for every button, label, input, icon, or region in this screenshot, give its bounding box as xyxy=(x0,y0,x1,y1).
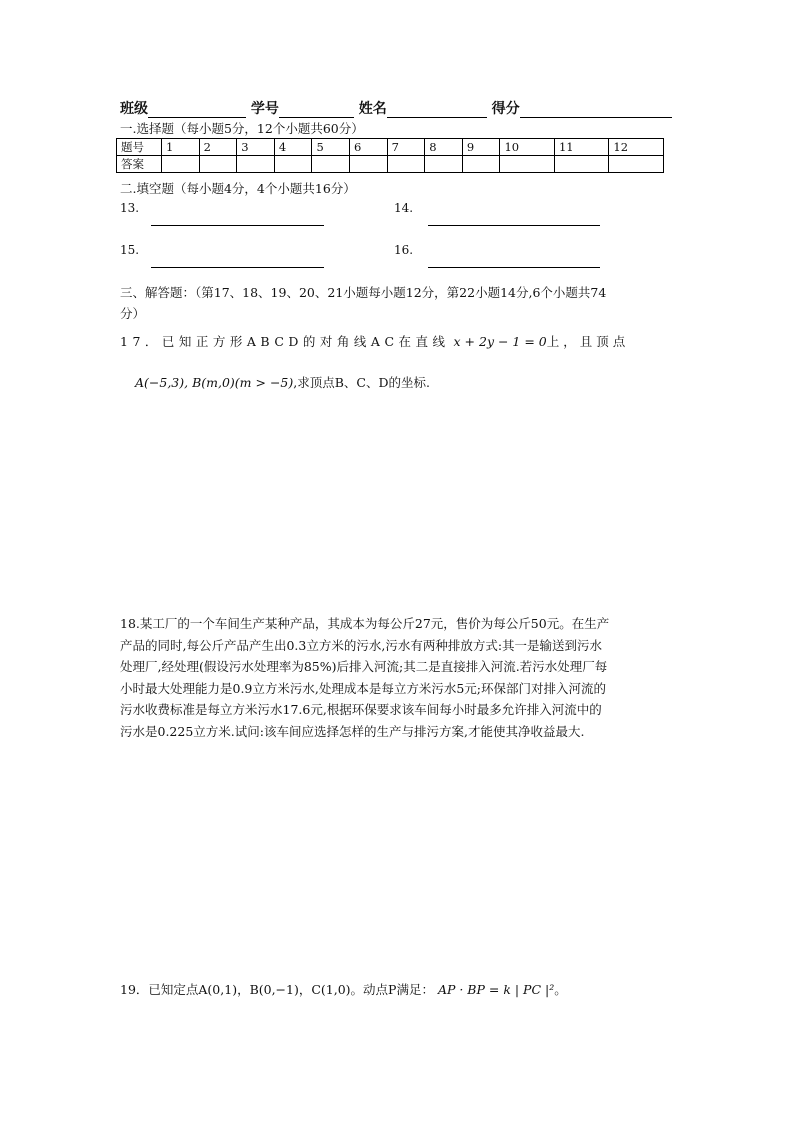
table-row-label: 题号 xyxy=(117,139,162,156)
question-number: 9 xyxy=(462,139,500,156)
student-info-header xyxy=(120,98,672,118)
question-number: 10 xyxy=(500,139,554,156)
question-17-line1 xyxy=(120,331,629,353)
question-19-tail: 。 xyxy=(554,982,567,997)
answer-table xyxy=(116,138,664,173)
answer-cell[interactable] xyxy=(199,156,237,173)
answer-cell[interactable] xyxy=(274,156,312,173)
question-number: 1 xyxy=(162,139,200,156)
question-number: 7 xyxy=(387,139,425,156)
question-18-line: 处理厂,经处理(假设污水处理率为85%)后排入河流;其二是直接排入河流.若污水处理厂每 xyxy=(120,659,608,674)
question-17-line2 xyxy=(135,372,430,394)
student-id-field[interactable] xyxy=(279,103,354,118)
class-label: 班级 xyxy=(120,101,148,117)
score-label: 得分 xyxy=(491,101,520,117)
question-13-label: 13. xyxy=(120,201,140,215)
answer-cell[interactable] xyxy=(387,156,425,173)
question-16-label: 16. xyxy=(394,243,414,257)
question-18-line: 18.某工厂的一个车间生产某种产品，其成本为每公斤27元，售价为每公斤50元。在生产 xyxy=(120,616,610,631)
score-field[interactable] xyxy=(520,103,672,118)
answer-cell[interactable] xyxy=(462,156,500,173)
question-13-blank[interactable] xyxy=(151,224,324,226)
question-18-line: 污水收费标准是每立方米污水17.6元,根据环保要求该车间每小时最多允许排入河流中的 xyxy=(120,702,602,717)
question-19-condition: AP · BP = k | PC |² xyxy=(437,982,555,997)
answer-cell[interactable] xyxy=(500,156,554,173)
answer-cell[interactable] xyxy=(350,156,388,173)
table-row-label: 答案 xyxy=(117,156,162,173)
question-18-line: 污水是0.225立方米.试问:该车间应选择怎样的生产与排污方案,才能使其净收益最大. xyxy=(120,723,585,739)
question-number: 11 xyxy=(554,139,608,156)
question-number: 6 xyxy=(350,139,388,156)
answer-cell[interactable] xyxy=(237,156,275,173)
answer-cell[interactable] xyxy=(425,156,463,173)
question-number: 4 xyxy=(274,139,312,156)
student-id-label: 学号 xyxy=(250,101,279,117)
question-14-blank[interactable] xyxy=(428,224,600,226)
class-field[interactable] xyxy=(148,103,246,118)
question-number: 8 xyxy=(425,139,463,156)
question-number: 5 xyxy=(312,139,350,156)
question-17-equation: x + 2y − 1 = 0 xyxy=(453,334,547,349)
question-17-text: 17．已知正方形ABCD的对角线AC在直线 xyxy=(120,334,450,349)
question-19-text: 19．已知定点A(0,1)，B(0,−1)，C(1,0)。动点P满足： xyxy=(120,982,434,997)
question-17-points: A(−5,3), B(m,0)(m > −5) xyxy=(135,375,294,390)
section3-title: 三、解答题：（第17、18、19、20、21小题每小题12分，第22小题14分,6个小题共74 xyxy=(120,285,607,300)
question-17-tail: 上，且顶点 xyxy=(546,334,630,349)
question-number: 12 xyxy=(609,139,664,156)
question-18-line: 小时最大处理能力是0.9立方米污水,处理成本是每立方米污水5元;环保部门对排入河流的 xyxy=(120,680,607,696)
section3-title-cont: 分） xyxy=(120,306,146,321)
question-number: 3 xyxy=(237,139,275,156)
table-row xyxy=(117,139,664,156)
question-17-ask: ,求顶点B、C、D的坐标. xyxy=(293,375,430,390)
question-14-label: 14. xyxy=(394,201,414,215)
answer-cell[interactable] xyxy=(162,156,200,173)
section1-title: 一.选择题（每小题5分，12个小题共60分） xyxy=(120,121,364,136)
name-field[interactable] xyxy=(387,103,487,118)
question-15-label: 15. xyxy=(120,243,140,257)
name-label: 姓名 xyxy=(358,101,387,117)
question-18 xyxy=(120,613,609,742)
section2-title: 二.填空题（每小题4分，4个小题共16分） xyxy=(120,181,356,196)
question-15-blank[interactable] xyxy=(151,266,324,268)
question-16-blank[interactable] xyxy=(428,266,600,268)
answer-cell[interactable] xyxy=(312,156,350,173)
question-18-line: 产品的同时,每公斤产品产生出0.3立方米的污水,污水有两种排放方式:其一是输送到污水 xyxy=(120,637,603,653)
answer-cell[interactable] xyxy=(609,156,664,173)
question-19 xyxy=(120,979,567,1001)
question-number: 2 xyxy=(199,139,237,156)
answer-cell[interactable] xyxy=(554,156,608,173)
table-row xyxy=(117,156,664,173)
